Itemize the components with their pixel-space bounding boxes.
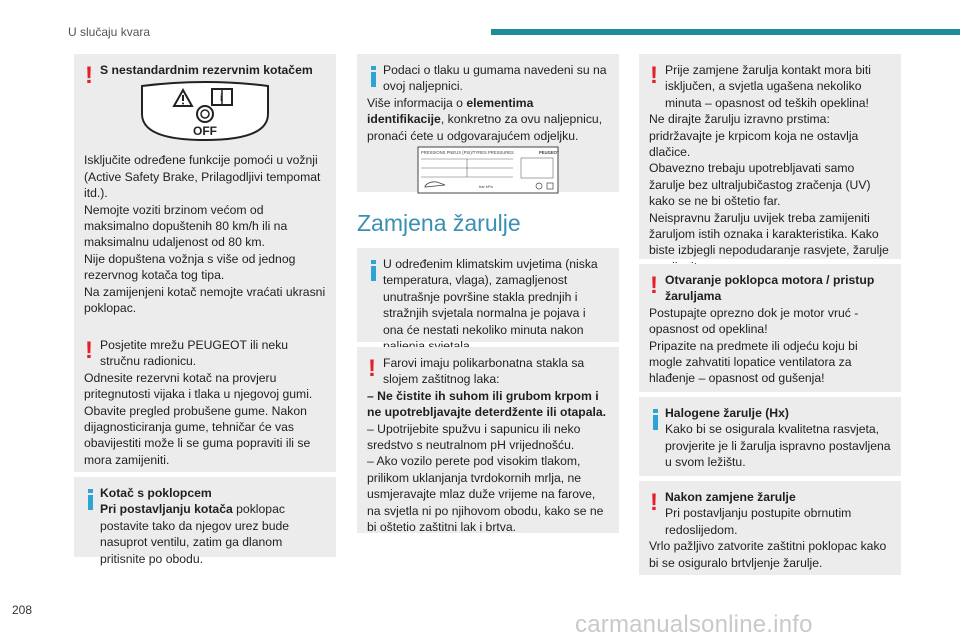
paragraph: – Upotrijebite spužvu i sapunicu ili neko sredstvo s neutralnom pH vrijednošću. xyxy=(367,421,581,453)
page-number: 208 xyxy=(12,603,33,617)
warning-box-after-bulb xyxy=(639,481,901,575)
info-box-wheel-cover xyxy=(74,477,336,566)
paragraph: Pri postavljanju kotača poklopac postavite tako da njegov urez bude nasuprot ventilu, zatim ga dlanom pritisnite po obodu. xyxy=(100,502,290,566)
info-icon xyxy=(371,66,376,87)
paragraph: Postupajte oprezno dok je motor vruć - opasnost od opeklina! xyxy=(649,305,859,337)
paragraph-bold: – Ne čistite ih suhom ili grubom krpom i ne upotrebljavajte deterdžente ili otapala. xyxy=(367,388,607,420)
warning-box-polycarbonate xyxy=(357,347,619,533)
paragraph: Podaci o tlaku u gumama navedeni su na ovoj naljepnici. xyxy=(383,63,607,94)
warning-box-service xyxy=(74,329,336,472)
paragraph: Vrlo pažljivo zatvorite zaštitni poklopac kako bi se osiguralo brtvljenje žarulje. xyxy=(649,539,887,570)
box-heading: Kotač s poklopcem xyxy=(100,486,212,500)
header-accent-bar xyxy=(491,29,960,35)
running-header: U slučaju kvara xyxy=(68,25,151,39)
warning-icon: ! xyxy=(650,62,658,89)
paragraph: Posjetite mrežu PEUGEOT ili neku stručnu radionicu. xyxy=(100,338,289,369)
warning-panel-illustration xyxy=(136,80,274,144)
paragraph: Isključite određene funkcije pomoći u vožnji (Active Safety Brake, Prilagodljivi tempomat itd.). xyxy=(84,153,321,201)
paragraph: Pripazite na predmete ili odjeću koju bi mogle zahvatiti lopatice ventilatora za hlađenje – opasnost od gušenja! xyxy=(649,338,858,386)
paragraph: Nemojte voziti brzinom većom od maksimalno dopuštenih 80 km/h ili na maksimalnu udaljenost od 80 km. xyxy=(84,202,288,250)
info-icon xyxy=(653,409,658,430)
watermark: carmanualsonline.info xyxy=(575,611,813,638)
info-icon xyxy=(88,489,93,510)
paragraph: Prije zamjene žarulja kontakt mora biti isključen, a svjetla ugašena nekoliko minuta – opasnost od teških opeklina! xyxy=(665,63,871,110)
info-box-tyre-label xyxy=(357,54,619,192)
panel-off-label: OFF xyxy=(193,124,217,139)
warning-icon: ! xyxy=(650,489,658,516)
svg-text:i: i xyxy=(220,93,223,105)
tyre-pressure-label-illustration xyxy=(417,146,559,194)
paragraph: Odnesite rezervni kotač na provjeru pritegnutosti vijaka i tlaka u njegovoj gumi. Obavite pregled probušene gume. Nakon dijagnosticiranja gume, tehničar će vas obavijestiti može li se guma popraviti ili se mora zamijeniti. xyxy=(84,370,313,467)
label-brand: PEUGEOT xyxy=(539,150,559,156)
paragraph: Obavezno trebaju upotrebljavati samo žarulje bez ultraljubičastog zračenja (UV) kako se ne bi oštetio far. xyxy=(649,161,871,209)
paragraph: – Ako vozilo perete pod visokim tlakom, prilikom uklanjanja tvrdokornih mrlja, ne usmjeravajte mlaz duže vrijeme na farove, na svjetla ni po njihovom obodu, kako se ne bi oštetio zaštitni lak i brtva. xyxy=(367,454,604,535)
section-title: Zamjena žarulje xyxy=(357,210,521,236)
box-heading: S nestandardnim rezervnim kotačem xyxy=(100,63,313,77)
paragraph: Na zamijenjeni kotač nemojte vraćati ukrasni poklopac. xyxy=(84,284,326,316)
paragraph: Nije dopuštena vožnja s više od jednog rezervnog kotača tog tipa. xyxy=(84,251,296,283)
warning-box-spare-wheel xyxy=(74,54,336,332)
info-box-halogen xyxy=(639,397,901,476)
paragraph: U određenim klimatskim uvjetima (niska temperatura, vlaga), zamagljenost unutrašnje površine stakla prednjih i stražnjih svjetala normalna je pojava i ona će nestati nekoliko minuta nakon xyxy=(383,257,598,337)
paragraph: Više informacija o elementima identifikacije, konkretno za ovu naljepnicu, pronaći ćete u odgovarajućem odjeljku. xyxy=(367,95,603,143)
warning-box-bulb-change xyxy=(639,54,901,259)
warning-icon: ! xyxy=(368,355,376,382)
info-icon xyxy=(371,260,376,281)
warning-box-bonnet xyxy=(639,264,901,392)
box-heading: Halogene žarulje (Hx) xyxy=(665,406,789,420)
box-heading: Nakon zamjene žarulje xyxy=(665,490,796,504)
paragraph: Farovi imaju polikarbonatna stakla sa slojem zaštitnog laka: xyxy=(383,356,585,387)
info-box-condensation xyxy=(357,248,619,342)
box-heading: Otvaranje poklopca motora / pristup žaruljama xyxy=(665,273,875,304)
paragraph: Kako bi se osigurala kvalitetna rasvjeta, provjerite je li žarulja ispravno postavljena u svom ležištu. xyxy=(665,422,891,470)
warning-icon: ! xyxy=(650,272,658,299)
warning-icon: ! xyxy=(85,337,93,364)
paragraph: Ne dirajte žarulju izravno prstima: pridržavajte je krpicom koja ne ostavlja dlačice. xyxy=(649,112,859,160)
label-units: bar kPa xyxy=(479,184,493,190)
label-title: PRESSIONS PNEUS (PSI)/TYRES PRESSURES xyxy=(421,150,514,156)
paragraph: Pri postavljanju postupite obrnutim redoslijedom. xyxy=(665,506,852,537)
paragraph: Neispravnu žarulju uvijek treba zamijeniti žaruljom istih oznaka i karakteristika. Kako biste izbjegli nepodudaranje rasvjete, žarulje xyxy=(649,210,889,258)
warning-icon: ! xyxy=(85,62,93,89)
